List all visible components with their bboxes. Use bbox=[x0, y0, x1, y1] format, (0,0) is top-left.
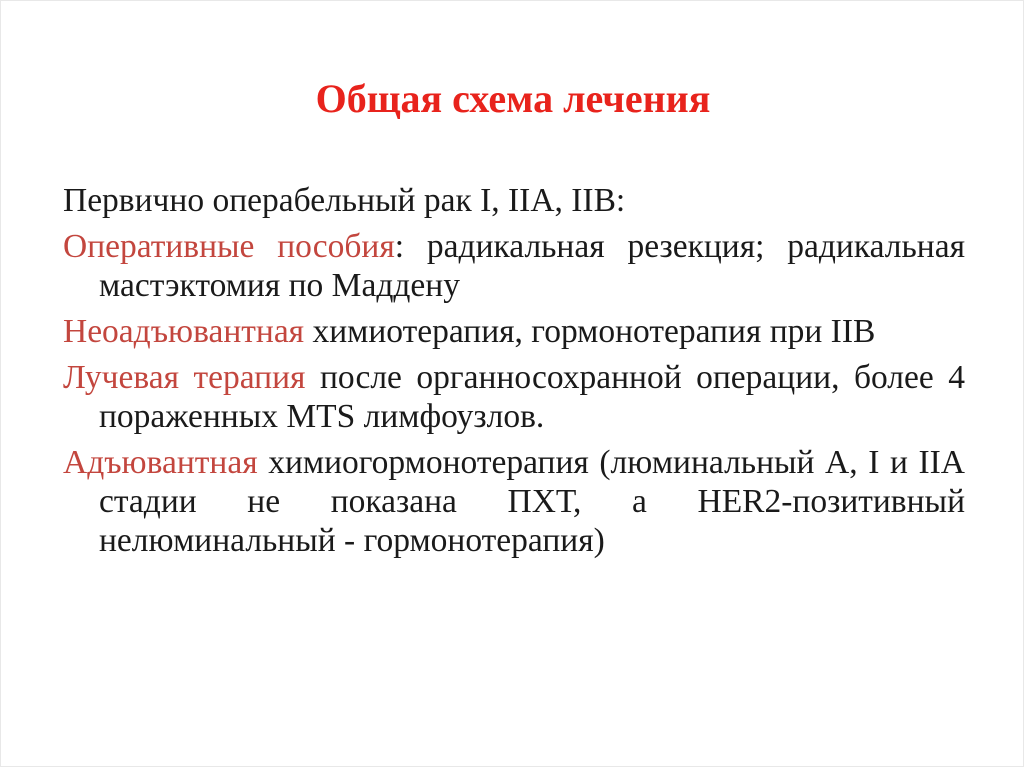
paragraph-radiotherapy bbox=[63, 358, 965, 436]
paragraph-text: химиогормонотерапия (люминальный А, I и IIA стадии не показана ПХТ, а HER2-позитивный нелюминальный - гормонотерапия) bbox=[99, 444, 965, 559]
paragraph-highlight: Оперативные пособия bbox=[63, 228, 395, 265]
slide-title: Общая схема лечения bbox=[315, 76, 711, 121]
paragraph-text: после органносохранной операции, более 4 пораженных MTS лимфоузлов. bbox=[99, 359, 965, 435]
paragraph-surgery bbox=[63, 227, 965, 305]
slide-body bbox=[63, 181, 965, 567]
paragraph-adjuvant bbox=[63, 443, 965, 560]
paragraph-highlight: Адъювантная bbox=[63, 444, 258, 481]
paragraph-text: : радикальная резекция; радикальная мастэктомия по Маддену bbox=[99, 228, 965, 304]
paragraph-highlight: Лучевая терапия bbox=[63, 359, 306, 396]
paragraph-primary-operable bbox=[63, 181, 965, 220]
paragraph-text: Первично операбельный рак I, IIA, IIB: bbox=[63, 182, 626, 219]
paragraph-text: химиотерапия, гормонотерапия при IIB bbox=[304, 313, 876, 350]
paragraph-highlight: Неоадъювантная bbox=[63, 313, 305, 350]
paragraph-neoadjuvant bbox=[63, 312, 965, 351]
